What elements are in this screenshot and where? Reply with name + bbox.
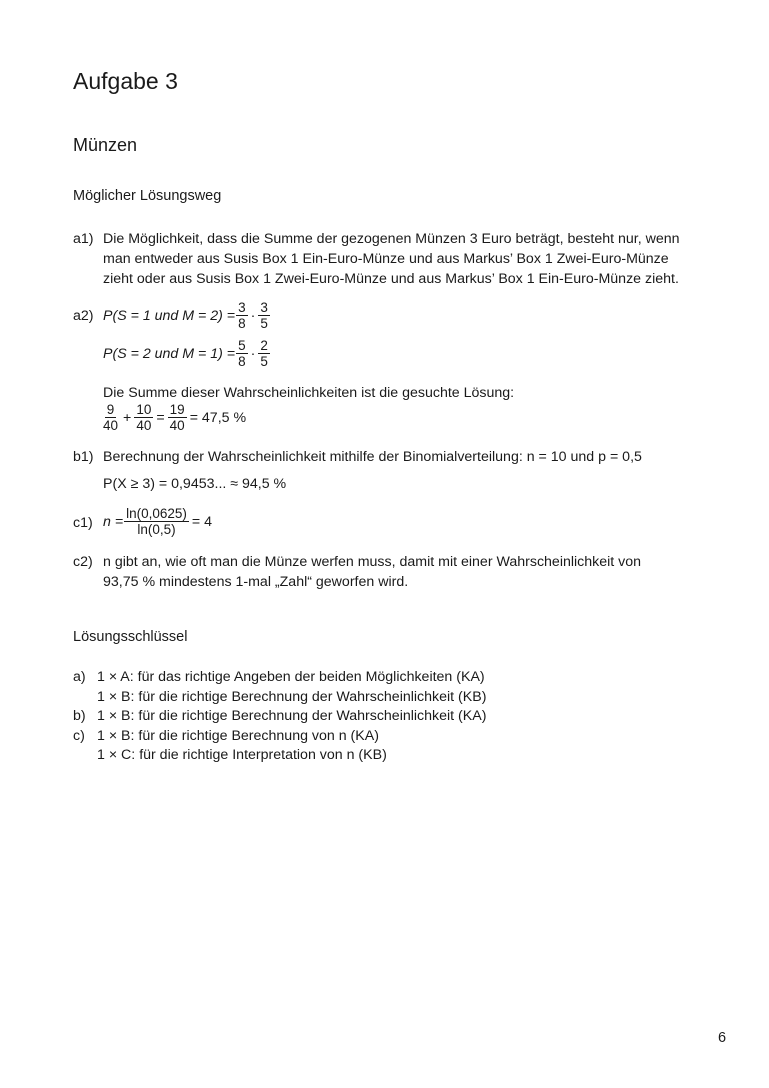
fraction: $\frac{2}{5}$ (260, 338, 268, 369)
list-item: a) 1 × A: für das richtige Angeben der beiden Möglichkeiten (KA) (73, 669, 485, 685)
list-item: 1 × C: für die richtige Interpretation von n (KB) (97, 747, 387, 763)
c1-rhs: = 4 (191, 513, 213, 530)
fraction: $\frac{3}{5}$ (260, 300, 268, 331)
page-number: 6 (718, 1030, 727, 1046)
a1-line: Die Möglichkeit, dass die Summe der gezogenen Münzen 3 Euro beträgt, besteht nur, wenn (103, 231, 680, 247)
c1-equation (103, 506, 212, 537)
a2-sum-text: Die Summe dieser Wahrscheinlichkeiten ist die gesuchte Lösung: (103, 385, 515, 401)
a1-line: man entweder aus Susis Box 1 Ein-Euro-Münze und aus Markus’ Box 1 Zwei-Euro-Münze (103, 251, 669, 267)
c2-text (103, 552, 703, 592)
c2-line: 93,75 % mindestens 1-mal „Zahl“ geworfen wird. (103, 574, 409, 590)
list-item: b) 1 × B: für die richtige Berechnung der Wahrscheinlichkeit (KA) (73, 708, 487, 724)
c2-line: n gibt an, wie oft man die Münze werfen muss, damit mit einer Wahrscheinlichkeit von (103, 554, 642, 570)
key-heading: Lösungsschlüssel (73, 629, 188, 645)
b1-result: P(X ≥ 3) = 0,9453... ≈ 94,5 % (103, 476, 287, 492)
b1-text: Berechnung der Wahrscheinlichkeit mithilfe der Binomialverteilung: n = 10 und p = 0,5 (103, 449, 642, 465)
a1-text (103, 229, 703, 289)
c1-lhs: n = (103, 513, 124, 530)
list-item: 1 × B: für die richtige Berechnung der Wahrscheinlichkeit (KB) (97, 688, 487, 705)
solution-heading: Möglicher Lösungsweg (73, 188, 222, 204)
item-label-c1: c1) (73, 515, 93, 531)
item-label-b1: b1) (73, 449, 94, 465)
a1-line: zieht oder aus Susis Box 1 Zwei-Euro-Münze und aus Markus’ Box 1 Ein-Euro-Münze zieht. (103, 271, 679, 287)
section-subtitle: Münzen (73, 135, 138, 155)
item-label-a1: a1) (73, 231, 94, 247)
a2-equation-2: P(S = 2 und M = 1) = $\frac{5}{8}$ · $\frac{2}{5}$ (103, 338, 268, 369)
fraction: $\frac{9}{40}$ (103, 402, 119, 433)
list-item: c) 1 × B: für die richtige Berechnung von n (KA) (73, 727, 379, 744)
a2-equation-1: P(S = 1 und M = 2) = $\frac{3}{8}$ · $\frac{3}{5}$ (103, 300, 268, 331)
a2-eq1-lhs: P(S = 1 und M = 2) = (103, 307, 236, 324)
key-list (73, 668, 486, 766)
fraction: $\frac{5}{8}$ (238, 338, 246, 369)
fraction: $\frac{\ln(0,0625)}{\ln(0,5)}$ (126, 506, 187, 537)
a2-sum-result: = 47,5 % (189, 409, 247, 426)
fraction: $\frac{3}{8}$ (238, 300, 246, 331)
a2-eq2-lhs: P(S = 2 und M = 1) = (103, 345, 236, 362)
item-label-c2: c2) (73, 554, 93, 570)
fraction: $\frac{10}{40}$ (136, 402, 152, 433)
item-label-a2: a2) (73, 308, 94, 324)
page-title: Aufgabe 3 (73, 68, 178, 94)
fraction: $\frac{19}{40}$ (169, 402, 185, 433)
a2-sum-equation: $\frac{9}{40}$ + $\frac{10}{40}$ = $\frac{19}{40}$ = 47,5 % (103, 402, 247, 433)
